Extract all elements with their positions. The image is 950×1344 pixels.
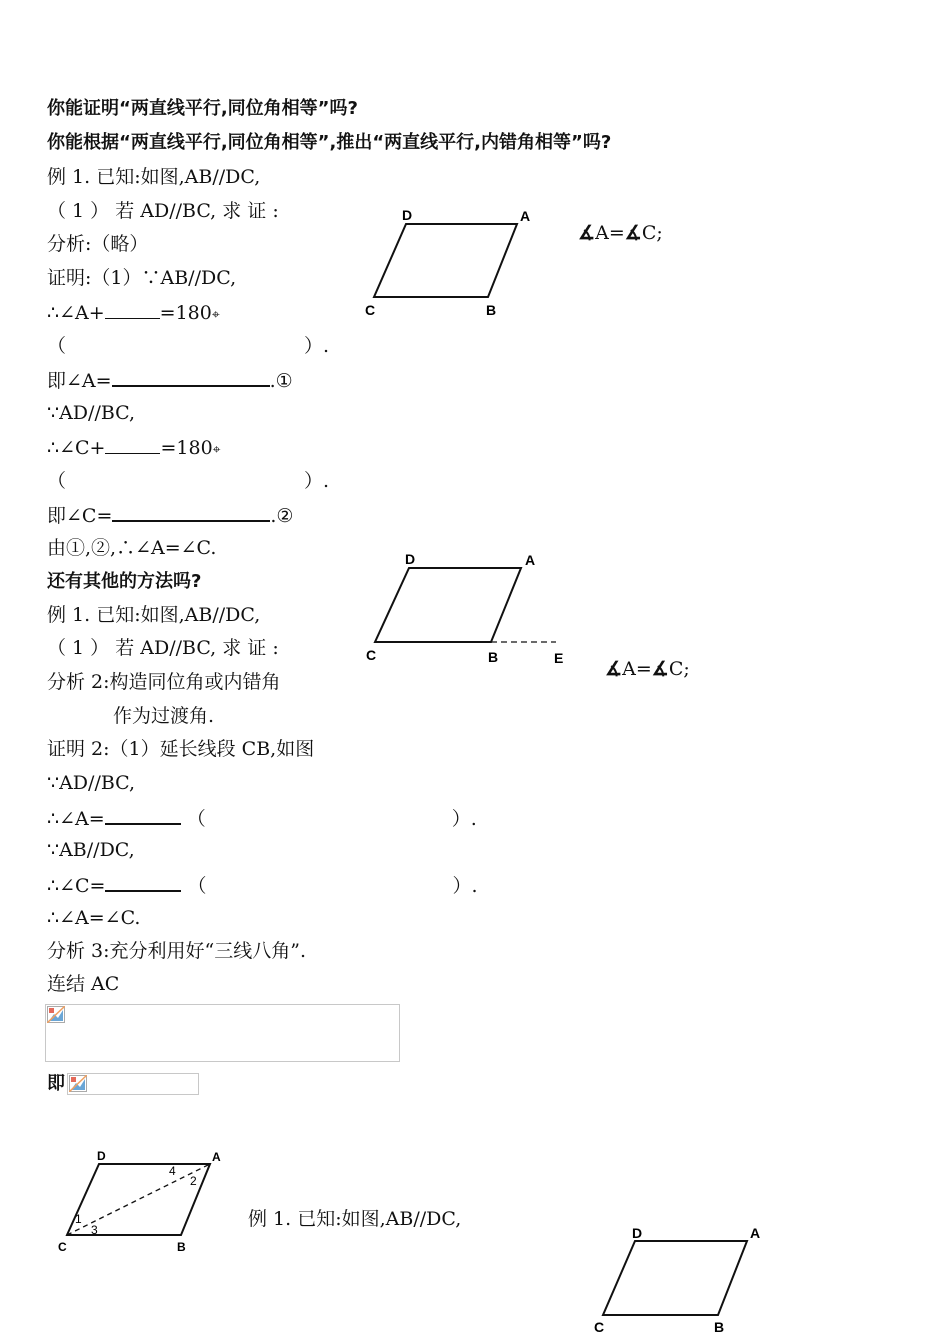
proof-line-3: （ ）. xyxy=(47,335,330,357)
degree-symbol: ⌖ xyxy=(212,442,221,458)
example-1-title: 例 1. 已知:如图,AB//DC, xyxy=(47,166,261,188)
proof-line-4: 即∠A= .① xyxy=(47,367,293,393)
claim-angle-a-equals-c: ∡A=∡C; xyxy=(578,222,663,244)
proof-2-line-3: ∴∠A= （ ）. xyxy=(47,805,477,831)
fill-blank[interactable] xyxy=(112,502,270,522)
ji-label: 即 xyxy=(47,1073,65,1094)
analysis-3-line: 分析 3:充分利用好“三线八角”. xyxy=(47,940,306,962)
angle-symbol-icon: ∡ xyxy=(605,658,623,680)
parallelogram-figure-2 xyxy=(360,548,580,670)
question-2: 你能根据“两直线平行,同位角相等”,推出“两直线平行,内错角相等”吗? xyxy=(47,132,612,153)
label-a: A xyxy=(212,1150,221,1164)
diagonal-ac xyxy=(67,1164,210,1235)
broken-image-frame xyxy=(45,1004,400,1062)
example-1-condition: （ 1 ） 若 AD//BC, 求 证 : xyxy=(47,200,279,222)
parallelogram-figure-1 xyxy=(360,205,540,320)
proof-line-7: （ ）. xyxy=(47,470,330,492)
parallelogram-abcd xyxy=(375,568,521,642)
proof-2-line-4: ∵AB//DC, xyxy=(47,839,135,861)
angle-symbol-icon: ∡ xyxy=(578,222,596,244)
proof-2-line-2: ∵AD//BC, xyxy=(47,772,136,794)
fill-blank[interactable] xyxy=(105,872,181,892)
example-1-condition-2: （ 1 ） 若 AD//BC, 求 证 : xyxy=(47,637,279,659)
fill-blank[interactable] xyxy=(105,805,181,825)
parallelogram-figure-4 xyxy=(588,1222,773,1344)
broken-image-icon xyxy=(69,1075,87,1092)
angle-symbol-icon: ∡ xyxy=(651,658,669,680)
label-d: D xyxy=(97,1149,106,1163)
label-c: C xyxy=(365,302,376,318)
fill-blank[interactable] xyxy=(112,367,270,387)
broken-image-icon xyxy=(47,1006,65,1023)
label-d: D xyxy=(632,1225,643,1241)
analysis-2-line-2: 作为过渡角. xyxy=(113,705,215,727)
label-d: D xyxy=(402,207,413,223)
angle-label-4: 4 xyxy=(169,1164,176,1178)
claim-angle-a-equals-c-2: ∡A=∡C; xyxy=(605,658,690,680)
analysis-2-line-1: 分析 2:构造同位角或内错角 xyxy=(47,671,281,693)
angle-label-3: 3 xyxy=(91,1223,98,1237)
angle-symbol-icon: ∡ xyxy=(624,222,642,244)
proof-line-1: 证明:（1）∵AB//DC, xyxy=(47,267,237,289)
question-1: 你能证明“两直线平行,同位角相等”吗? xyxy=(47,98,358,119)
label-b: B xyxy=(488,649,499,665)
label-c: C xyxy=(366,647,377,663)
proof-2-line-6: ∴∠A=∠C. xyxy=(47,907,141,929)
connect-ac-line: 连结 AC xyxy=(47,973,120,995)
example-1-title-2: 例 1. 已知:如图,AB//DC, xyxy=(47,604,261,626)
parallelogram-abcd xyxy=(374,224,517,297)
fill-blank[interactable] xyxy=(105,435,160,454)
proof-line-6: ∴∠C+ =180⌖ xyxy=(47,437,221,459)
label-b: B xyxy=(486,302,497,318)
proof-line-5: ∵AD//BC, xyxy=(47,402,136,424)
proof-2-line-1: 证明 2:（1）延长线段 CB,如图 xyxy=(47,738,315,760)
parallelogram-figure-3 xyxy=(55,1145,230,1257)
label-d: D xyxy=(405,551,416,567)
label-a: A xyxy=(525,552,536,568)
proof-2-line-5: ∴∠C= （ ）. xyxy=(47,872,478,898)
degree-symbol: ⌖ xyxy=(211,307,220,323)
parallelogram-abcd xyxy=(603,1241,747,1315)
angle-label-1: 1 xyxy=(75,1212,82,1226)
other-method-heading: 还有其他的方法吗? xyxy=(47,571,202,592)
angle-label-2: 2 xyxy=(190,1174,197,1188)
label-e: E xyxy=(554,650,564,666)
label-c: C xyxy=(58,1240,67,1254)
fill-blank[interactable] xyxy=(105,300,160,319)
example-1-title-bottom: 例 1. 已知:如图,AB//DC, xyxy=(248,1208,462,1230)
label-b: B xyxy=(177,1240,186,1254)
label-a: A xyxy=(750,1225,761,1241)
label-b: B xyxy=(714,1319,725,1335)
proof-line-8: 即∠C= .② xyxy=(47,502,293,528)
proof-line-9: 由①,②,∴∠A=∠C. xyxy=(47,537,217,559)
proof-line-2: ∴∠A+ =180⌖ xyxy=(47,302,220,324)
label-a: A xyxy=(520,208,531,224)
label-c: C xyxy=(594,1319,605,1335)
analysis-line: 分析:（略） xyxy=(47,233,149,255)
